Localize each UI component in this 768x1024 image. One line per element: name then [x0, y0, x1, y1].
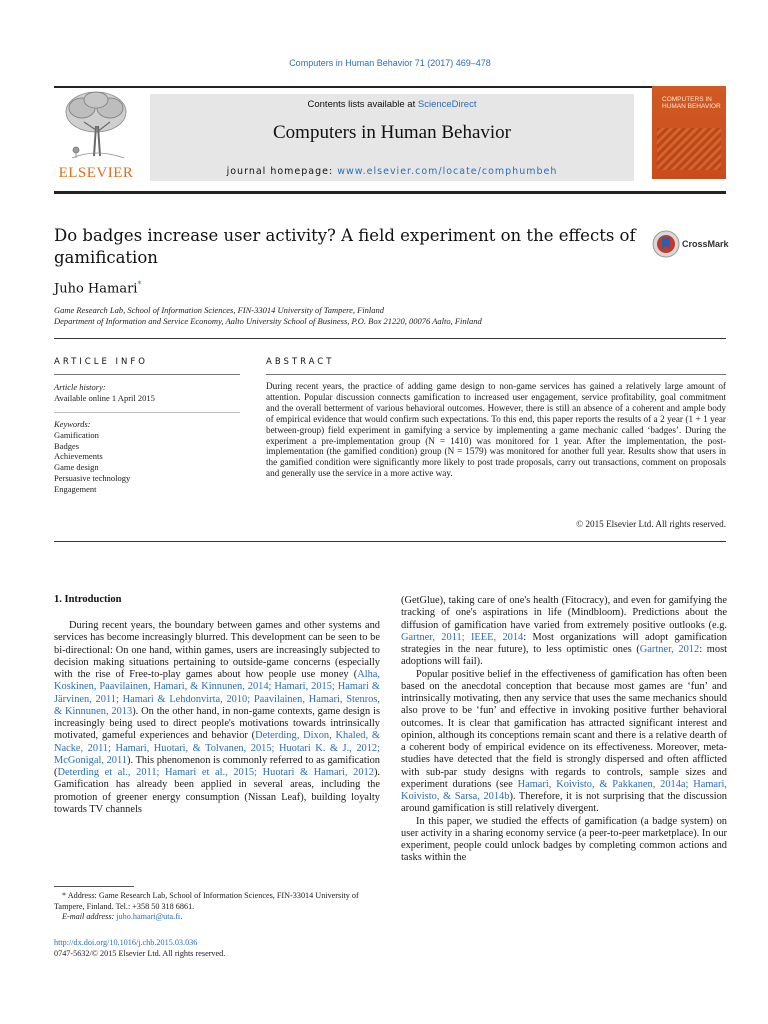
footnote-mark: * [62, 891, 67, 900]
paragraph-text: ). On the other hand, in non-game contexts, game design is increasingly being used to direct people's motivations towards intrinsically motivated, gameful experiences and behavior ( [54, 705, 380, 742]
corresponding-author-footnote [54, 891, 380, 923]
footnote-email [54, 912, 380, 923]
abstract-copyright: © 2015 Elsevier Ltd. All rights reserved. [576, 519, 726, 529]
section-heading-introduction: 1. Introduction [54, 594, 122, 605]
citation-link[interactable]: Gartner, 2011; IEEE, 2014 [401, 631, 524, 643]
keywords-label: Keywords: [54, 419, 91, 429]
cover-artwork [657, 128, 721, 170]
paragraph-text: : Most organizations will adopt gamification strategies in the near future), to less optimistic ones ( [401, 631, 727, 655]
paragraph-text: ). This phenomenon is commonly referred to as gamification ( [54, 754, 381, 778]
header-separator [54, 338, 726, 339]
keywords-block [54, 419, 234, 495]
email-label: E-mail address: [62, 912, 117, 921]
journal-banner [150, 94, 634, 181]
citation-link[interactable]: Deterding, Dixon, Khaled, & Nacke, 2011; Hamari, Huotari, & Tolvanen, 2015; Huotari K. & J., 2012; McGonigal, 2011 [54, 730, 380, 766]
abstract-rule [266, 374, 726, 375]
right-column [401, 595, 727, 865]
left-column [54, 620, 380, 816]
paragraph-text: (GetGlue), taking care of one's health (Fitocracy), and even for gamifying the tracking of one's aspirations in life (Mindbloom). Predictions about the diffusion of gamification have varied from extremely positive outlooks (e.g. [401, 595, 727, 631]
paragraph-text: Popular positive belief in the effectiveness of gamification has often been based on the anecdotal conception that because most games are ‘fun’ and intrinsically motivating, then any service that uses the same mechanics should also prove to be ‘fun’ and effective in invoking positive further behavioral outcomes. It is clear that gamification has attracted significant interest and opinion, although its conceptions remain scant and there is a relative dearth of a coherent body of empirical evidence on its effectiveness. Moreover, meta-studies have detected that the field is strongly dispersed and often afflicted with sub-par study designs with regards to controls, sample sizes and experiment durations (see [401, 668, 727, 790]
doi-block [54, 938, 225, 959]
keyword-item: Gamification [54, 429, 99, 440]
affiliation-2: Department of Information and Service Economy, Aalto University School of Business, P.O. Box 21220, 00076 Aalto, Finland [54, 316, 482, 326]
author-text[interactable]: Juho Hamari [54, 281, 138, 297]
crossmark-label: CrossMark [682, 239, 729, 249]
abstract-heading: ABSTRACT [266, 357, 335, 367]
keyword-item: Badges [54, 440, 80, 451]
email-suffix: . [180, 912, 183, 921]
citation-link[interactable]: Hamari, Koivisto, & Pakkanen, 2014a; Hamari, Koivisto, & Sarsa, 2014b [401, 778, 727, 802]
citation-link[interactable]: Gartner, 2012 [639, 644, 700, 655]
affiliation-1: Game Research Lab, School of Information Sciences, FIN-33014 University of Tampere, Finland [54, 305, 385, 315]
keyword-item: Game design [54, 462, 99, 473]
crossmark-icon [652, 230, 680, 258]
intro-paragraph-1-cont [401, 595, 727, 669]
masthead-bottom-rule [54, 191, 726, 194]
cover-title: COMPUTERS IN HUMAN BEHAVIOR [662, 96, 721, 110]
masthead [54, 86, 726, 183]
footnote-address-text: Address: Game Research Lab, School of Information Sciences, FIN-33014 University of Tampere, Finland. Tel.: +358 50 318 6861. [54, 891, 359, 911]
article-info-heading: ARTICLE INFO [54, 357, 148, 367]
intro-paragraph-3: In this paper, we studied the effects of gamification (a badge system) on user activity in a sharing economy service (a peer-to-peer marketplace). In our experiment, people could unlock badges by completing common actions and tasks within the [401, 815, 727, 864]
citation-link[interactable]: Alha, Koskinen, Paavilainen, Hamari, & Kinnunen, 2014; Hamari, 2015; Hamari & Järvinen, 2011; Hamari & Lehdonvirta, 2010; Paavilainen, Hamari, Stenros, & Kinnunen, 2013 [54, 669, 380, 717]
citation-link[interactable]: Deterding et al., 2011; Hamari et al., 2015; Huotari & Hamari, 2012 [57, 767, 374, 778]
contents-line [150, 99, 634, 110]
homepage-link[interactable]: www.elsevier.com/locate/comphumbeh [337, 166, 558, 177]
history-value: Available online 1 April 2015 [54, 392, 155, 403]
paragraph-text: During recent years, the boundary between games and other systems and services has become increasingly blurred. This development can be seen to be bi-directional: On one hand, within games, users are increasingly subjected to decision making situations pertaining to outside-game concerns (especially with the rise of Free-to-play games about how people use money ( [54, 620, 380, 680]
intro-paragraph-1 [54, 620, 380, 816]
keyword-item: Engagement [54, 483, 97, 494]
intro-paragraph-2 [401, 669, 727, 816]
history-label: Article history: [54, 382, 106, 392]
paragraph-text: : most adoptions will fail). [401, 644, 727, 668]
paragraph-text: ). Therefore, it is not surprising that the discussion around gamification is still relatively divergent. [401, 791, 727, 815]
sciencedirect-link[interactable]: ScienceDirect [417, 99, 477, 110]
homepage-line [150, 166, 634, 177]
author-footnote-mark[interactable]: * [137, 280, 142, 289]
footnote-address [54, 891, 380, 912]
journal-reference[interactable]: Computers in Human Behavior 71 (2017) 469–478 [289, 58, 491, 68]
article-title: Do badges increase user activity? A field experiment on the effects of gamification [54, 226, 636, 267]
abstract-bottom-rule [54, 541, 726, 542]
keywords-rule [54, 412, 240, 413]
article-history [54, 382, 234, 404]
email-link[interactable]: juho.hamari@uta.fi [116, 912, 181, 921]
author-name [54, 280, 141, 296]
homepage-prefix: journal homepage: [226, 166, 338, 177]
tree-illustration [54, 86, 138, 164]
footnote-rule [54, 886, 134, 887]
doi-link[interactable]: http://dx.doi.org/10.1016/j.chb.2015.03.036 [54, 938, 198, 947]
crossmark-button[interactable] [652, 230, 732, 258]
journal-cover-thumbnail[interactable] [652, 86, 726, 179]
keyword-item: Persuasive technology [54, 472, 131, 483]
contents-prefix: Contents lists available at [307, 99, 418, 110]
elsevier-wordmark[interactable]: ELSEVIER [58, 165, 134, 181]
keyword-item: Achievements [54, 451, 103, 462]
abstract-text: During recent years, the practice of adding game design to non-game services has gained a relatively large amount of attention. Popular discussion connects gamification to increased user engagement, service profitability, goal commitment and the overall betterment of various behavioral outcomes. However, there is still an absence of a coherent and ample body of empirical evidence that would confirm such expectations. To this end, this paper reports the results of a 2 year (1 + 1 year between-group) field experiment in gamifying a service by implementing a game mechanic called ‘badges’. During the experiment a pre-implementation group (N = 1410) was monitored for 1 year. After the implementation, the post-implementation (the gamified condition) group (N = 1579) was monitored for another full year. Results show that users in the gamified condition were significantly more likely to post trade proposals, carry out transactions, comment on proposals and generally use the service in a more active way. [266, 381, 726, 479]
article-info-rule [54, 374, 240, 375]
journal-title: Computers in Human Behavior [273, 122, 511, 143]
paragraph-text: ). Gamification has already been applied in several areas, including the promotion of greener energy consumption (Nissan Leaf), building loyalty towards TV channels [54, 767, 380, 815]
issn-copyright: 0747-5632/© 2015 Elsevier Ltd. All rights reserved. [54, 948, 226, 958]
